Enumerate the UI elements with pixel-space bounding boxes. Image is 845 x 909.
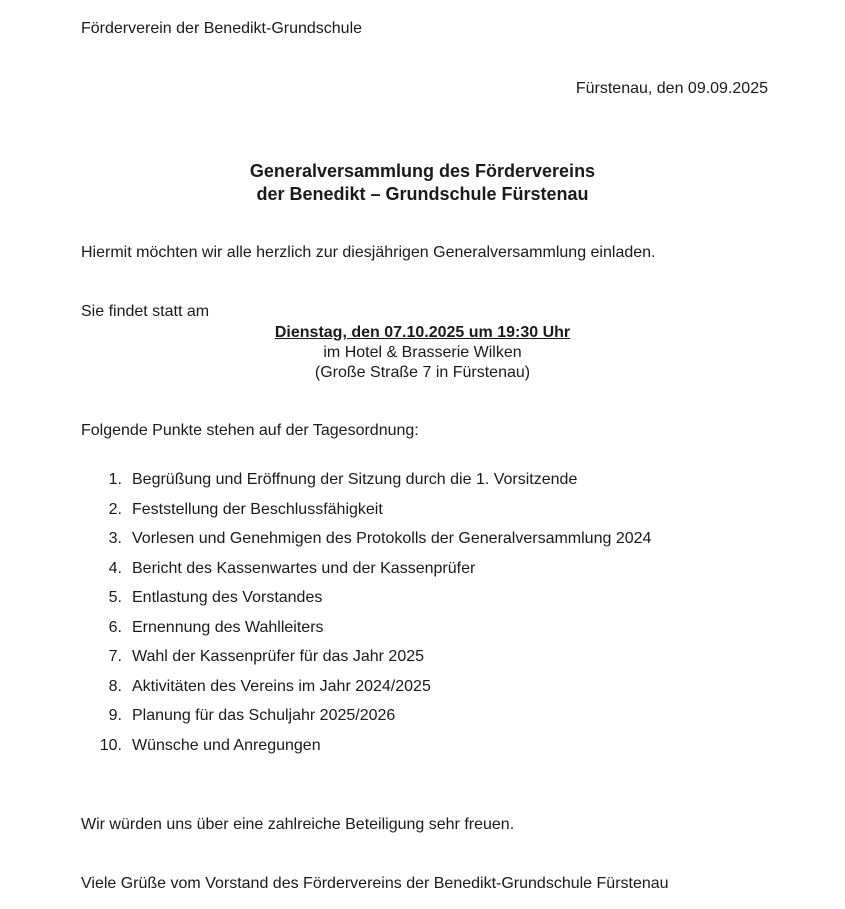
- event-venue: im Hotel & Brasserie Wilken: [323, 344, 522, 361]
- agenda-item-number: 10.: [99, 736, 122, 754]
- agenda-item-text: Aktivitäten des Vereins im Jahr 2024/2025: [132, 677, 431, 695]
- place-date: Fürstenau, den 09.09.2025: [575, 80, 768, 97]
- agenda-item-number: 9.: [108, 707, 122, 724]
- agenda-item-number: 1.: [108, 471, 122, 488]
- agenda-item-number: 7.: [108, 648, 122, 665]
- agenda-item-text: Bericht des Kassenwartes und der Kassenprüfer: [132, 559, 476, 577]
- event-address: (Große Straße 7 in Fürstenau): [314, 364, 531, 381]
- agenda-item-text: Begrüßung und Eröffnung der Sitzung durch die 1. Vorsitzende: [132, 471, 578, 488]
- agenda-item-number: 3.: [108, 530, 122, 547]
- agenda-item-number: 6.: [108, 618, 122, 636]
- event-date: Dienstag, den 07.10.2025 um 19:30 Uhr: [274, 324, 571, 341]
- agenda-item-text: Feststellung der Beschlussfähigkeit: [132, 500, 383, 518]
- agenda-item-number: 2.: [108, 500, 122, 518]
- agenda-item-number: 5.: [108, 589, 122, 606]
- title-line-1: Generalversammlung des Fördervereins: [249, 161, 596, 181]
- event-details: [0, 323, 845, 383]
- agenda-item-text: Ernennung des Wahlleiters: [132, 618, 324, 636]
- closing-paragraph: Wir würden uns über eine zahlreiche Beteiligung sehr freuen.: [81, 816, 515, 833]
- event-lead: Sie findet statt am: [81, 303, 210, 320]
- agenda-item-text: Entlastung des Vorstandes: [132, 589, 323, 606]
- agenda-lead: Folgende Punkte stehen auf der Tagesordnung:: [81, 422, 419, 439]
- intro-paragraph: Hiermit möchten wir alle herzlich zur diesjährigen Generalversammlung einladen.: [81, 244, 656, 261]
- agenda-item-text: Wünsche und Anregungen: [132, 736, 321, 754]
- agenda-item-number: 4.: [108, 559, 122, 577]
- sender-line: Förderverein der Benedikt-Grundschule: [81, 20, 363, 37]
- agenda-item-text: Vorlesen und Genehmigen des Protokolls der Generalversammlung 2024: [132, 530, 652, 547]
- title-line-2: der Benedikt – Grundschule Fürstenau: [256, 184, 589, 204]
- agenda-item-text: Planung für das Schuljahr 2025/2026: [132, 707, 396, 724]
- greeting-line: Viele Grüße vom Vorstand des Fördervereins der Benedikt-Grundschule Fürstenau: [81, 875, 669, 892]
- agenda-item-number: 8.: [108, 677, 122, 695]
- document-title: [0, 160, 845, 206]
- agenda-item-text: Wahl der Kassenprüfer für das Jahr 2025: [132, 648, 425, 665]
